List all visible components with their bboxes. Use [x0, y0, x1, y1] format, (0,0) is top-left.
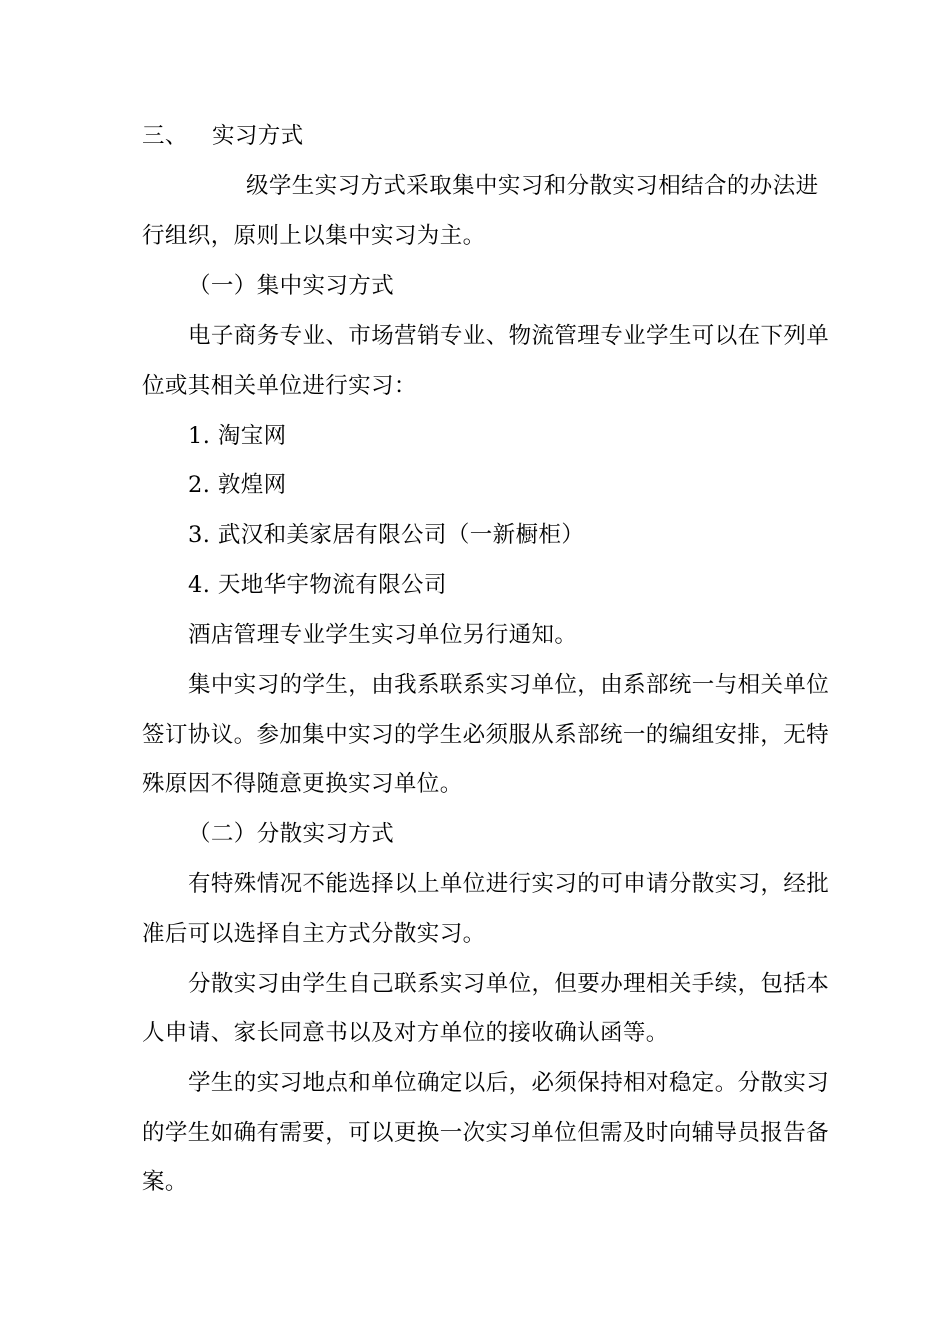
part2-p2-line-2: 人申请、家长同意书以及对方单位的接收确认函等。: [142, 1020, 669, 1046]
part2-heading: （二）分散实习方式: [188, 821, 395, 847]
unit-list-item: 2. 敦煌网: [188, 472, 287, 498]
unit-list-item: 4. 天地华宇物流有限公司: [188, 572, 447, 598]
part2-p1-line-2: 准后可以选择自主方式分散实习。: [142, 921, 486, 947]
unit-list-item: 1. 淘宝网: [188, 423, 287, 449]
unit-list-item: 3. 武汉和美家居有限公司（一新橱柜）: [188, 522, 585, 548]
part1-heading: （一）集中实习方式: [188, 273, 395, 299]
intro-line-1: 级学生实习方式采取集中实习和分散实习相结合的办法进: [246, 173, 819, 199]
section-title: 实习方式: [212, 123, 304, 149]
part1-desc-line-1: 电子商务专业、市场营销专业、物流管理专业学生可以在下列单: [188, 323, 830, 349]
section-number: 三、: [142, 123, 188, 149]
intro-line-2: 行组织，原则上以集中实习为主。: [142, 223, 486, 249]
part1-rule-line-3: 殊原因不得随意更换实习单位。: [142, 771, 463, 797]
part2-p3-line-2: 的学生如确有需要，可以更换一次实习单位但需及时向辅导员报告备: [142, 1120, 830, 1146]
part1-desc-line-2: 位或其相关单位进行实习：: [142, 373, 417, 399]
part2-p3-line-1: 学生的实习地点和单位确定以后，必须保持相对稳定。分散实习: [188, 1070, 830, 1096]
part2-p3-line-3: 案。: [142, 1169, 188, 1195]
part1-rule-line-2: 签订协议。参加集中实习的学生必须服从系部统一的编组安排，无特: [142, 722, 830, 748]
part1-rule-line-1: 集中实习的学生，由我系联系实习单位，由系部统一与相关单位: [188, 672, 830, 698]
part2-p1-line-1: 有特殊情况不能选择以上单位进行实习的可申请分散实习，经批: [188, 871, 830, 897]
part2-p2-line-1: 分散实习由学生自己联系实习单位，但要办理相关手续，包括本: [188, 971, 830, 997]
hotel-note: 酒店管理专业学生实习单位另行通知。: [188, 622, 578, 648]
